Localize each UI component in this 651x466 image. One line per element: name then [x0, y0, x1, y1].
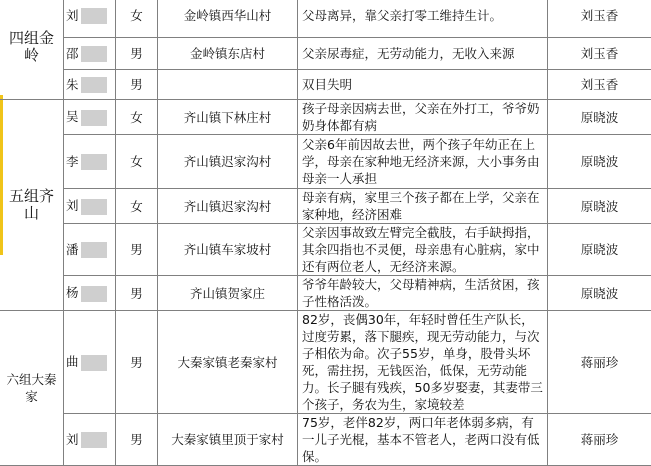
responsible-cell: 原晓波	[548, 135, 651, 189]
responsible-cell: 刘玉香	[548, 70, 651, 100]
responsible-cell: 刘玉香	[548, 0, 651, 38]
redacted-name	[81, 46, 107, 62]
group-cell: 五组齐山	[0, 100, 64, 311]
village-cell: 齐山镇迟家沟村	[158, 189, 298, 224]
name-cell	[64, 276, 116, 311]
sex-cell: 男	[116, 224, 158, 276]
village-cell: 大秦家镇老秦家村	[158, 311, 298, 414]
village-cell	[158, 70, 298, 100]
situation-cell: 父母离异，靠父亲打零工维持生计。	[298, 0, 548, 38]
situation-cell: 82岁，丧偶30年，年轻时曾任生产队长，过度劳累，落下腿疾，现无劳动能力，与次子相依为命。次子55岁，单身，股骨头坏死，需拄拐，无钱医治，低保，无劳动能力。长子腿有残疾，50多岁娶妻，其妻带三个孩子，务农为生，家境较差	[298, 311, 548, 414]
name-surname: 吴	[66, 109, 79, 124]
name-surname: 刘	[66, 198, 79, 213]
name-cell	[64, 311, 116, 414]
name-cell	[64, 135, 116, 189]
redacted-name	[81, 199, 107, 215]
situation-cell: 母亲有病，家里三个孩子都在上学，父亲在家种地，经济困难	[298, 189, 548, 224]
name-surname: 潘	[66, 242, 79, 257]
sex-cell: 女	[116, 189, 158, 224]
situation-cell: 75岁，老伴82岁，两口年老体弱多病，有一儿子光棍，基本不管老人，老两口没有低保。	[298, 414, 548, 466]
sex-cell: 男	[116, 276, 158, 311]
village-cell: 金岭镇东店村	[158, 38, 298, 70]
table-row	[0, 311, 651, 414]
name-cell	[64, 224, 116, 276]
name-surname: 李	[66, 154, 79, 169]
name-cell	[64, 70, 116, 100]
redacted-name	[81, 286, 107, 302]
redacted-name	[81, 77, 107, 93]
name-surname: 刘	[66, 8, 79, 23]
redacted-name	[81, 242, 107, 258]
situation-cell: 父亲6年前因故去世，两个孩子年幼正在上学，母亲在家种地无经济来源，大小事务由母亲一人承担	[298, 135, 548, 189]
responsible-cell: 刘玉香	[548, 38, 651, 70]
group-cell: 六组大秦家	[0, 311, 64, 466]
responsible-cell: 蒋丽珍	[548, 414, 651, 466]
name-surname: 曲	[66, 354, 79, 369]
group-cell: 四组金岭	[0, 0, 64, 100]
table-row	[0, 414, 651, 466]
name-cell	[64, 0, 116, 38]
sex-cell: 女	[116, 135, 158, 189]
redacted-name	[81, 8, 107, 24]
situation-cell: 孩子母亲因病去世，父亲在外打工，爷爷奶奶身体都有病	[298, 100, 548, 135]
situation-cell: 父亲因事故致左臂完全截肢，右手缺拇指，其余四指也不灵便，母亲患有心脏病，家中还有两位老人，无经济来源。	[298, 224, 548, 276]
table-row	[0, 0, 651, 38]
redacted-name	[81, 432, 107, 448]
table-row	[0, 38, 651, 70]
responsible-cell: 原晓波	[548, 224, 651, 276]
table-row	[0, 276, 651, 311]
table-row	[0, 189, 651, 224]
name-cell	[64, 189, 116, 224]
village-cell: 齐山镇车家坡村	[158, 224, 298, 276]
redacted-name	[81, 355, 107, 371]
table-row	[0, 224, 651, 276]
village-cell: 大秦家镇里顶于家村	[158, 414, 298, 466]
table-row	[0, 70, 651, 100]
name-cell	[64, 100, 116, 135]
table-row	[0, 100, 651, 135]
name-surname: 杨	[66, 285, 79, 300]
sex-cell: 女	[116, 100, 158, 135]
name-surname: 朱	[66, 77, 79, 92]
name-surname: 邵	[66, 46, 79, 61]
responsible-cell: 原晓波	[548, 189, 651, 224]
village-cell: 齐山镇下林庄村	[158, 100, 298, 135]
name-cell	[64, 38, 116, 70]
name-cell	[64, 414, 116, 466]
situation-cell: 爷爷年龄较大，父母精神病，生活贫困，孩子性格活泼。	[298, 276, 548, 311]
sex-cell: 男	[116, 38, 158, 70]
responsible-cell: 蒋丽珍	[548, 311, 651, 414]
village-cell: 齐山镇迟家沟村	[158, 135, 298, 189]
village-cell: 齐山镇贺家庄	[158, 276, 298, 311]
redacted-name	[81, 110, 107, 126]
redacted-name	[81, 154, 107, 170]
responsible-cell: 原晓波	[548, 276, 651, 311]
sex-cell: 男	[116, 311, 158, 414]
situation-cell: 双目失明	[298, 70, 548, 100]
village-cell: 金岭镇西华山村	[158, 0, 298, 38]
name-surname: 刘	[66, 432, 79, 447]
sex-cell: 女	[116, 0, 158, 38]
responsible-cell: 原晓波	[548, 100, 651, 135]
table-row	[0, 135, 651, 189]
situation-cell: 父亲尿毒症，无劳动能力，无收入来源	[298, 38, 548, 70]
sex-cell: 男	[116, 414, 158, 466]
sex-cell: 男	[116, 70, 158, 100]
